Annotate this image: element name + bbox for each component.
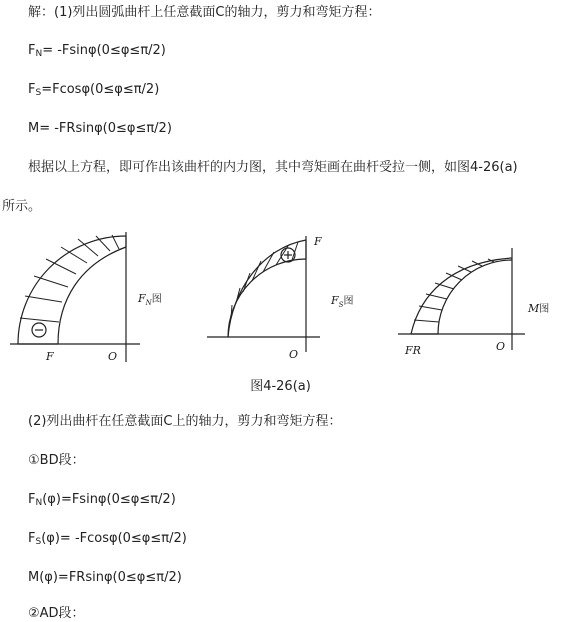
eq-subscript: N (35, 49, 43, 59)
eq-body: (φ)=Fsinφ(0≤φ≤π/2) (42, 492, 176, 507)
eq-body: (φ)= -Fcosφ(0≤φ≤π/2) (41, 531, 187, 546)
eq-symbol: F (28, 43, 36, 58)
eq-symbol: F (28, 531, 36, 546)
internal-force-diagrams (0, 226, 561, 371)
axial-force-eq-2 (28, 492, 176, 511)
shear-force-eq-1 (28, 82, 159, 101)
m-bottom-label: FR (405, 344, 421, 357)
fs-diagram-label: $F_S$图 (331, 294, 354, 309)
segment-ad-heading: ②AD段： (28, 606, 85, 621)
moment-eq-2: M(φ)=FRsinφ(0≤φ≤π/2) (28, 570, 182, 585)
bending-moment-diagram (398, 248, 525, 350)
eq-symbol: F (28, 492, 36, 507)
fs-top-label: F (314, 235, 322, 248)
eq-subscript: S (35, 88, 42, 98)
shear-force-eq-2 (28, 531, 187, 550)
eq-body: = -Fsinφ(0≤φ≤π/2) (42, 43, 166, 58)
fn-origin-label: O (108, 350, 118, 363)
moment-eq-1: M= -FRsinφ(0≤φ≤π/2) (28, 121, 172, 136)
part2-intro: (2)列出曲杆在任意截面C上的轴力，剪力和弯矩方程： (28, 414, 342, 429)
figure-caption: 图4-26(a) (250, 379, 311, 394)
shear-force-diagram (207, 236, 320, 352)
segment-bd-heading: ①BD段： (28, 453, 85, 468)
paragraph-diagram-note-end: 所示。 (2, 199, 42, 214)
fn-bottom-label: F (46, 350, 54, 363)
eq-body: =Fcosφ(0≤φ≤π/2) (41, 82, 160, 97)
fn-diagram-label: $F_N$图 (138, 292, 162, 307)
m-origin-label: O (496, 340, 506, 353)
solution-intro: 解：(1)列出圆弧曲杆上任意截面C的轴力，剪力和弯矩方程： (28, 5, 381, 20)
eq-subscript: N (35, 498, 43, 508)
axial-force-eq-1 (28, 43, 166, 62)
fs-origin-label: O (289, 348, 299, 361)
m-diagram-label: M图 (528, 302, 550, 315)
axial-force-diagram (10, 232, 140, 362)
eq-subscript: S (35, 537, 42, 547)
eq-symbol: F (28, 82, 36, 97)
paragraph-diagram-note: 根据以上方程，即可作出该曲杆的内力图，其中弯矩画在曲杆受拉一侧，如图4-26(a) (28, 160, 518, 175)
